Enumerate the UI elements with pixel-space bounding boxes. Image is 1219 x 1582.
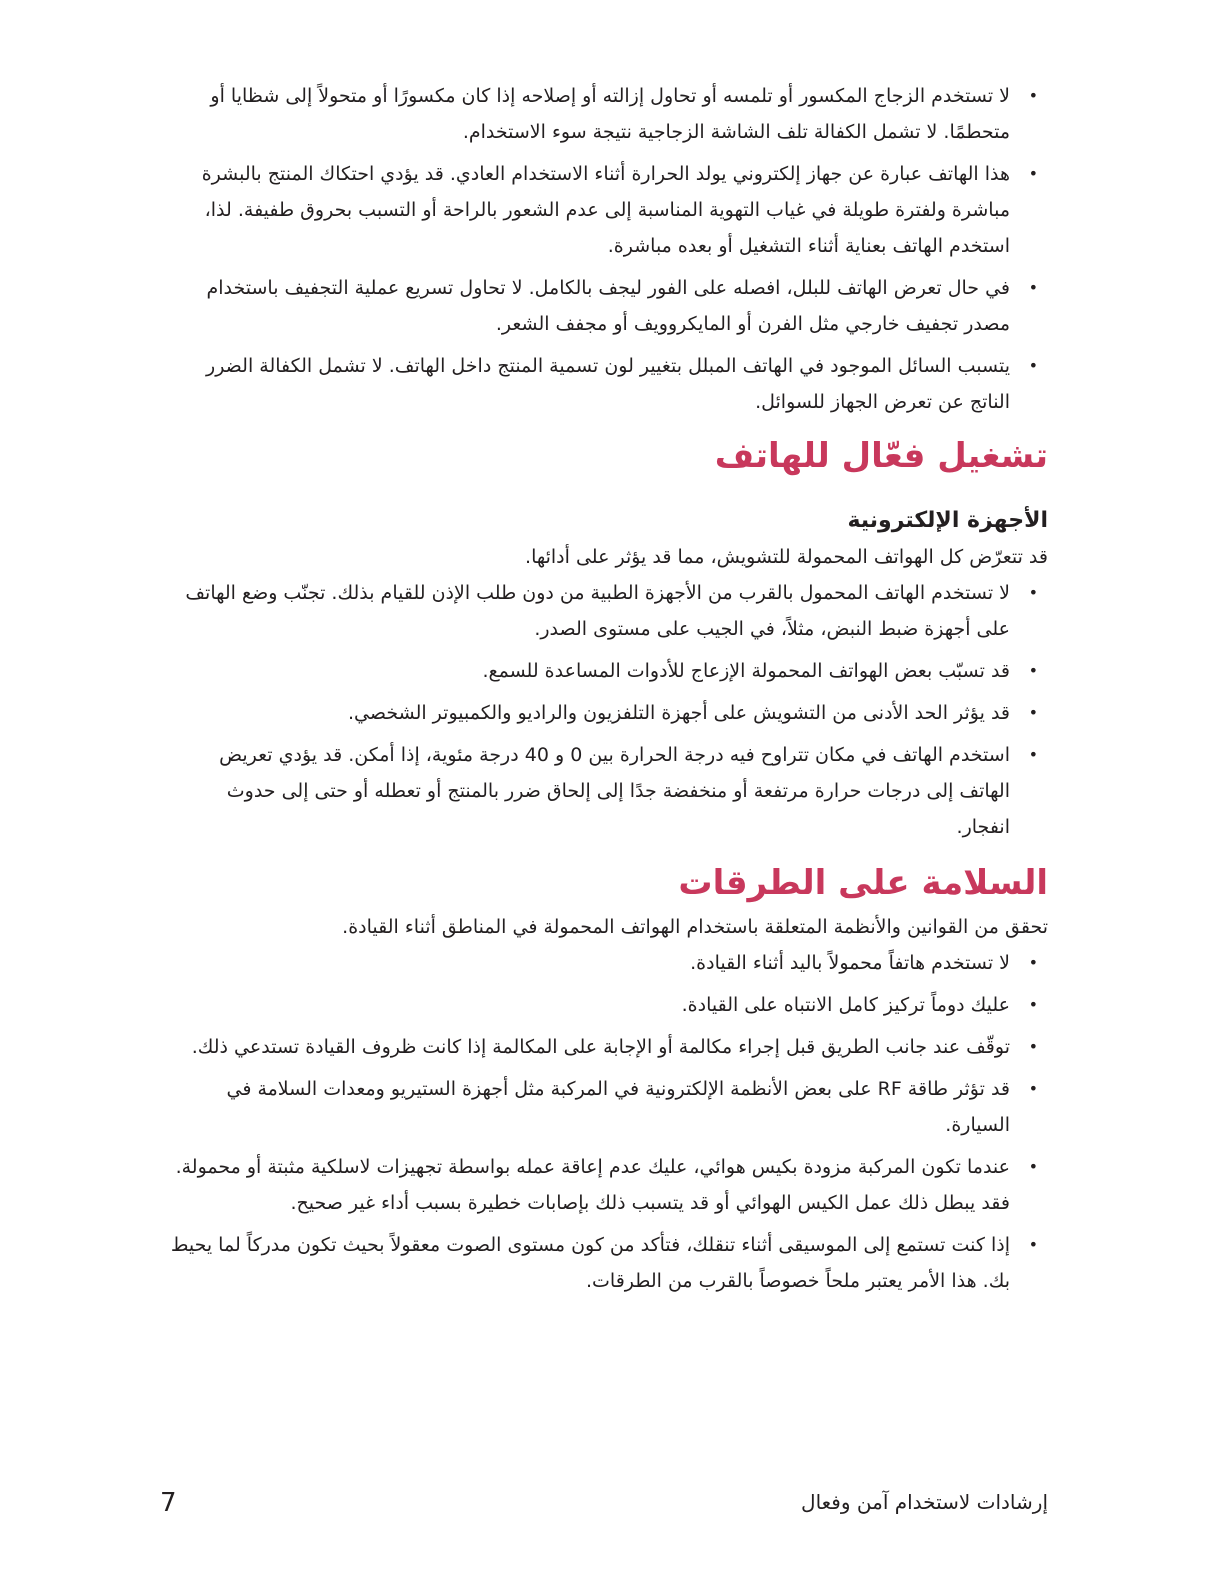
- page-footer: [160, 1488, 1048, 1528]
- list-item: • قد يؤثر الحد الأدنى من التشويش على أجهزة التلفزيون والراديو والكمبيوتر الشخصي.: [170, 695, 1010, 731]
- list-item: • استخدم الهاتف في مكان تتراوح فيه درجة الحرارة بين 0 و 40 درجة مئوية، إذا أمكن. قد يؤدي تعريض الهاتف إلى درجات حرارة مرتفعة أو منخفضة جدًا إلى إلحاق ضرر بالمنتج أو تعطله أو حتى إلى حدوث انفجار.: [170, 737, 1010, 845]
- list-item: • يتسبب السائل الموجود في الهاتف المبلل بتغيير لون تسمية المنتج داخل الهاتف. لا تشمل الكفالة الضرر الناتج عن تعرض الجهاز للسوائل.: [170, 348, 1010, 420]
- list-item: • لا تستخدم الزجاج المكسور أو تلمسه أو تحاول إزالته أو إصلاحه إذا كان مكسورًا أو متحولاً إلى شظايا أو متحطمًا. لا تشمل الكفالة تلف الشاشة الزجاجية نتيجة سوء الاستخدام.: [170, 78, 1010, 150]
- section-title-road-safety: السلامة على الطرقات: [678, 863, 1048, 903]
- electronics-intro: قد تتعرّض كل الهواتف المحمولة للتشويش، مما قد يؤثر على أدائها.: [525, 546, 1048, 568]
- road-safety-bullet-list: [170, 945, 1048, 1299]
- list-item: • توقّف عند جانب الطريق قبل إجراء مكالمة أو الإجابة على المكالمة إذا كانت ظروف القيادة تستدعي ذلك.: [170, 1029, 1010, 1065]
- list-item: • لا تستخدم الهاتف المحمول بالقرب من الأجهزة الطبية من دون طلب الإذن للقيام بذلك. تجنّب وضع الهاتف على أجهزة ضبط النبض، مثلاً، في الجيب على مستوى الصدر.: [170, 575, 1010, 647]
- list-item: • عندما تكون المركبة مزودة بكيس هوائي، عليك عدم إعاقة عمله بواسطة تجهيزات لاسلكية مثبتة أو محمولة. فقد يبطل ذلك عمل الكيس الهوائي أو قد يتسبب ذلك بإصابات خطيرة بسبب أداء غير صحيح.: [170, 1149, 1010, 1221]
- list-item: • عليك دوماً تركيز كامل الانتباه على القيادة.: [170, 987, 1010, 1023]
- page-content: [170, 78, 1048, 1305]
- list-item: • إذا كنت تستمع إلى الموسيقى أثناء تنقلك، فتأكد من كون مستوى الصوت معقولاً بحيث تكون مدركاً لما يحيط بك. هذا الأمر يعتبر ملحاً خصوصاً بالقرب من الطرقات.: [170, 1227, 1010, 1299]
- list-item: • قد تؤثر طاقة RF على بعض الأنظمة الإلكترونية في المركبة مثل أجهزة الستيريو ومعدات السلامة في السيارة.: [170, 1071, 1010, 1143]
- electronics-bullet-list: [170, 575, 1048, 845]
- list-item: • لا تستخدم هاتفاً محمولاً باليد أثناء القيادة.: [170, 945, 1010, 981]
- list-item: • هذا الهاتف عبارة عن جهاز إلكتروني يولد الحرارة أثناء الاستخدام العادي. قد يؤدي احتكاك المنتج بالبشرة مباشرة ولفترة طويلة في غياب التهوية المناسبة إلى عدم الشعور بالراحة أو التسبب بحروق طفيفة. لذا، استخدم الهاتف بعناية أثناء التشغيل أو بعده مباشرة.: [170, 156, 1010, 264]
- safety-bullet-list: [170, 78, 1048, 420]
- list-item: • في حال تعرض الهاتف للبلل، افصله على الفور ليجف بالكامل. لا تحاول تسريع عملية التجفيف باستخدام مصدر تجفيف خارجي مثل الفرن أو المايكروويف أو مجفف الشعر.: [170, 270, 1010, 342]
- road-safety-intro: تحقق من القوانين والأنظمة المتعلقة باستخدام الهواتف المحمولة في المناطق أثناء القيادة.: [342, 916, 1048, 938]
- footer-title: إرشادات لاستخدام آمن وفعال: [801, 1490, 1048, 1514]
- page-number: 7: [160, 1488, 177, 1518]
- section-title-efficient-operation: تشغيل فعّال للهاتف: [714, 436, 1048, 476]
- list-item: • قد تسبّب بعض الهواتف المحمولة الإزعاج للأدوات المساعدة للسمع.: [170, 653, 1010, 689]
- subsection-title-electronics: الأجهزة الإلكترونية: [847, 508, 1048, 533]
